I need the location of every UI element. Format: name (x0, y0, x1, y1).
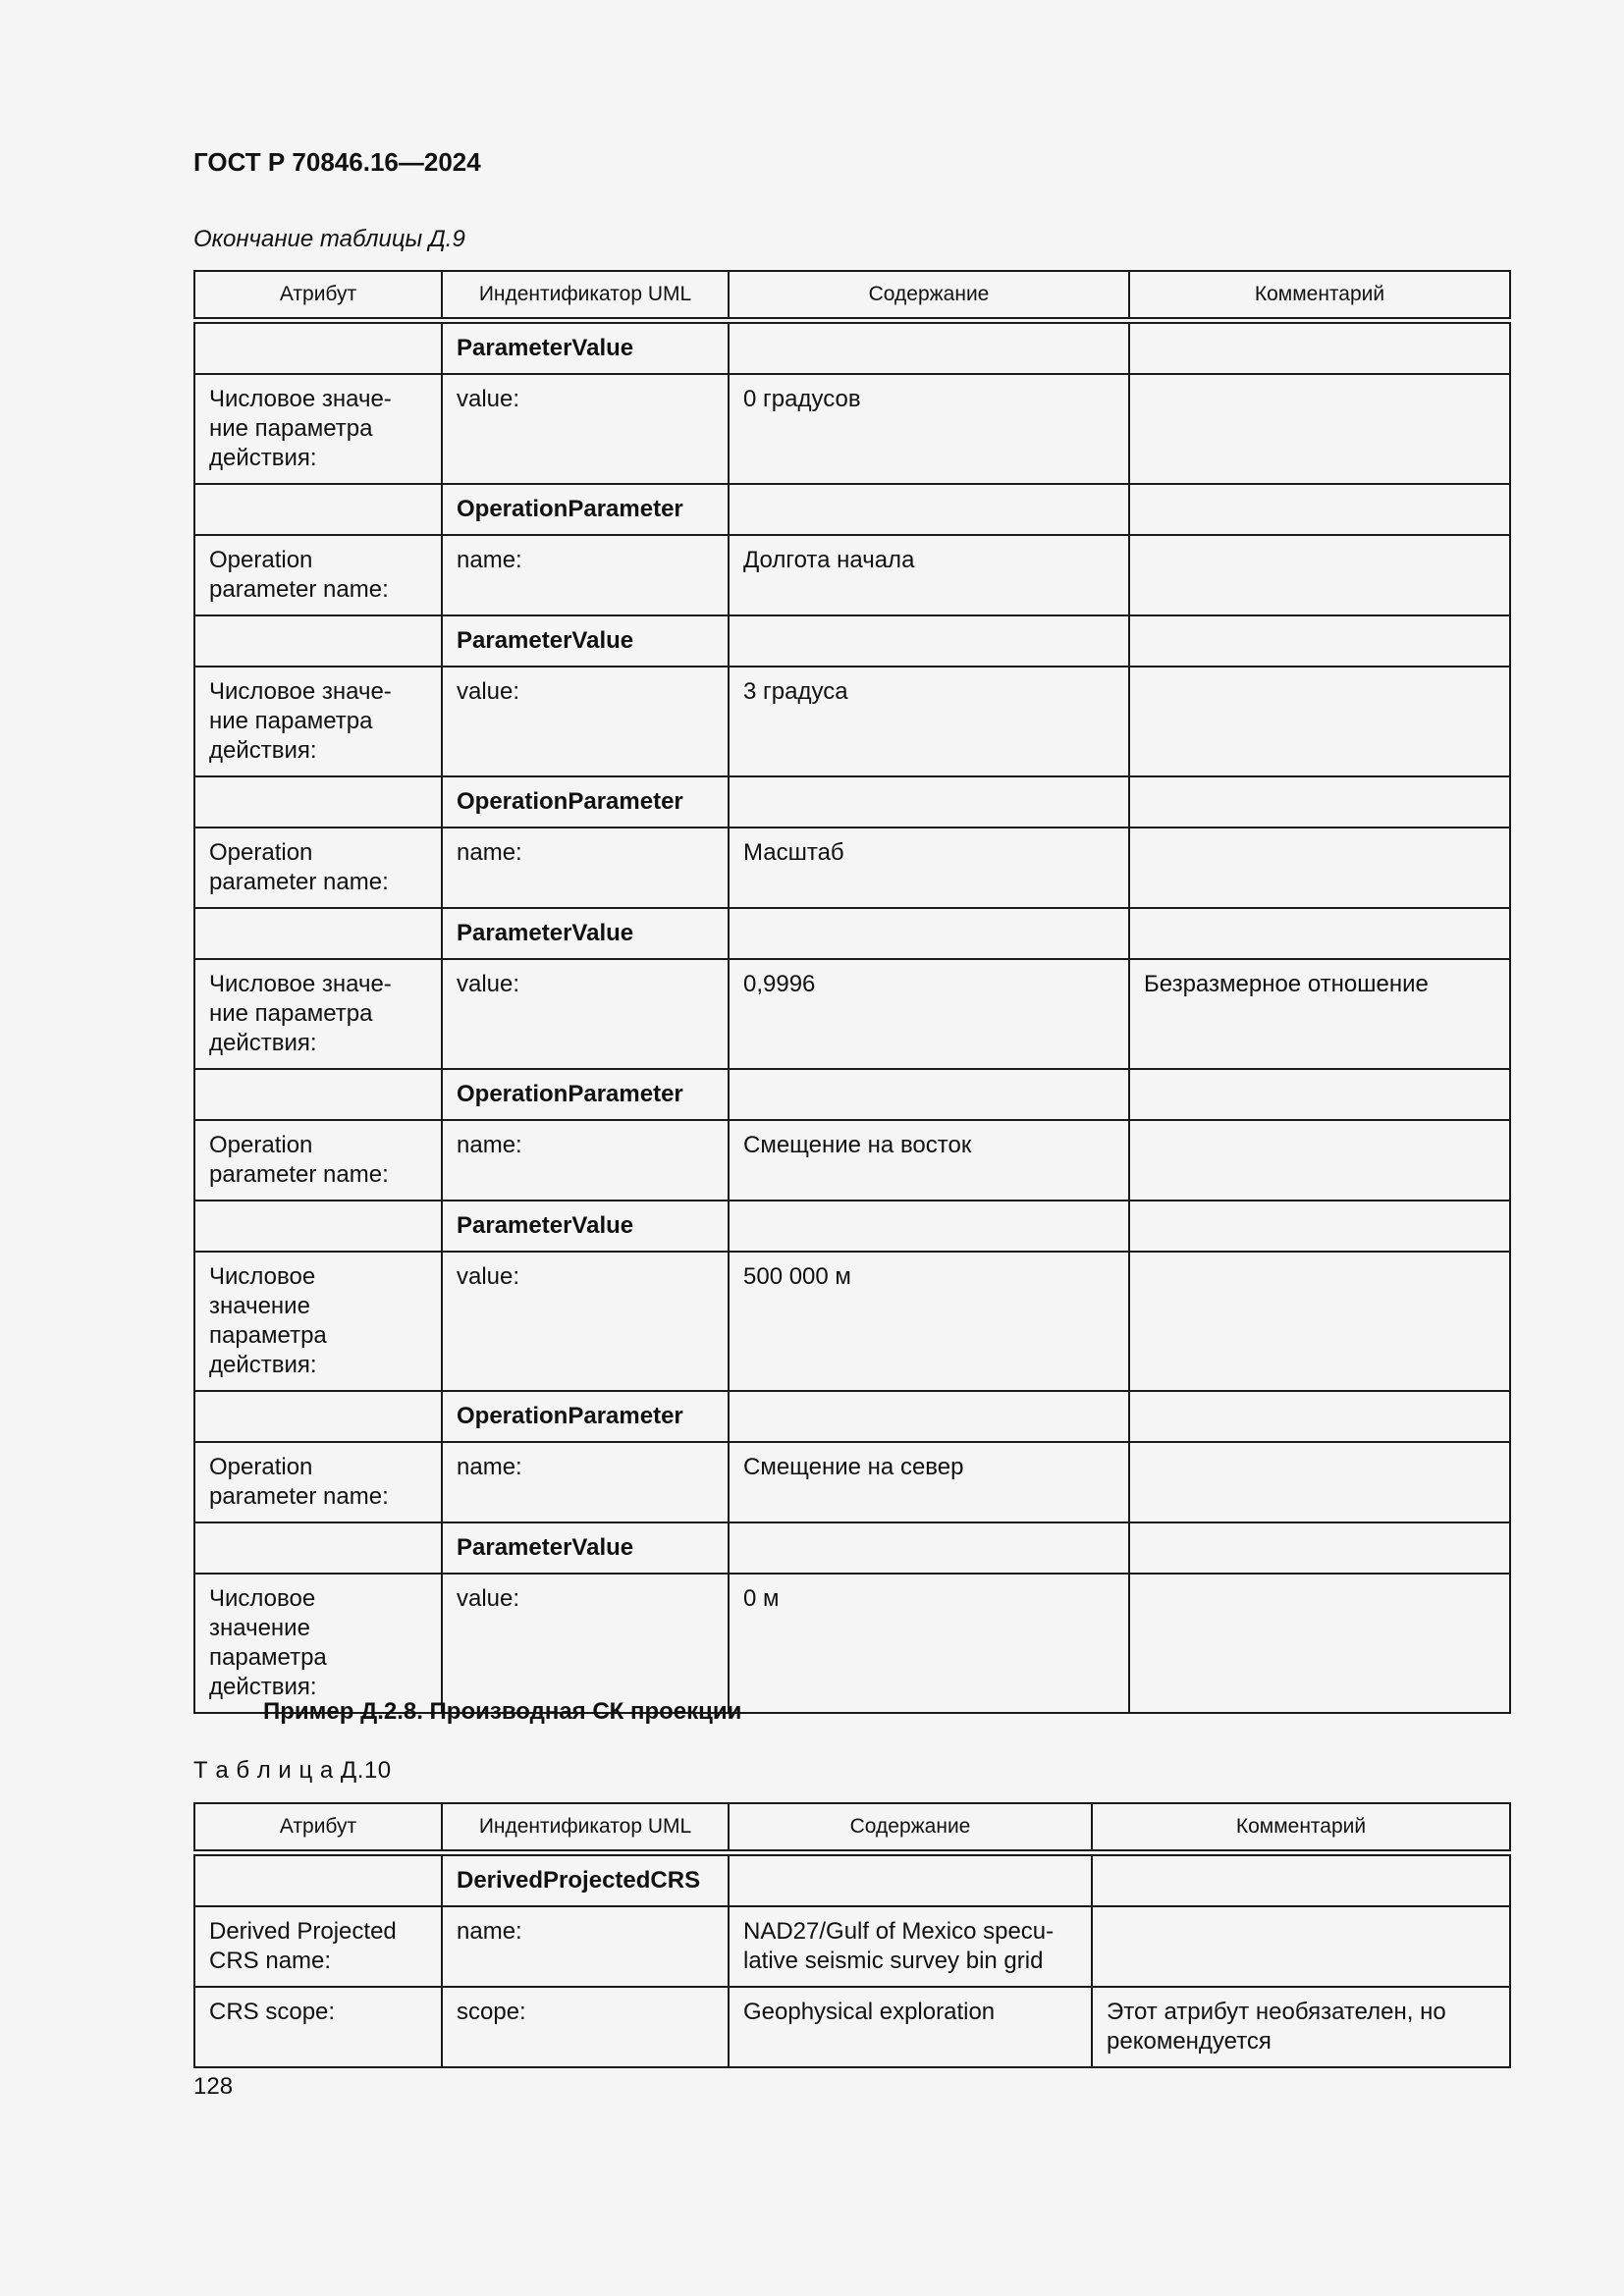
cell-attribute (194, 484, 442, 535)
table-row (194, 908, 1510, 959)
table-row (194, 484, 1510, 535)
cell-comment (1129, 828, 1510, 908)
cell-uml-id: name: (442, 1120, 729, 1201)
cell-comment (1129, 776, 1510, 828)
cell-attribute (194, 615, 442, 667)
cell-content: Масштаб (729, 828, 1129, 908)
table-row (194, 615, 1510, 667)
column-header-content: Содержание (729, 1803, 1092, 1853)
table-row (194, 321, 1510, 375)
cell-content (729, 908, 1129, 959)
table-d9 (193, 270, 1511, 1714)
cell-comment: Этот атрибут необязателен, но рекомендуется (1092, 1987, 1510, 2067)
cell-attribute: Числовое значе- ние параметра действия: (194, 959, 442, 1069)
cell-content (729, 1853, 1092, 1907)
column-header-uml-id: Индентификатор UML (442, 271, 729, 321)
cell-comment (1129, 321, 1510, 375)
cell-uml-id: value: (442, 374, 729, 484)
cell-uml-id: value: (442, 667, 729, 776)
table-row (194, 1522, 1510, 1574)
cell-content (729, 1391, 1129, 1442)
cell-comment (1129, 615, 1510, 667)
table-caption: Т а б л и ц а Д.10 (193, 1757, 392, 1784)
cell-attribute: Числовое значе- ние параметра действия: (194, 667, 442, 776)
cell-comment (1129, 1442, 1510, 1522)
cell-comment (1129, 1120, 1510, 1201)
cell-comment (1129, 1522, 1510, 1574)
cell-content (729, 615, 1129, 667)
cell-attribute: CRS scope: (194, 1987, 442, 2067)
cell-content (729, 1069, 1129, 1120)
table-row (194, 535, 1510, 615)
column-header-uml-id: Индентификатор UML (442, 1803, 729, 1853)
table-row (194, 374, 1510, 484)
cell-content (729, 321, 1129, 375)
table-header-row (194, 271, 1510, 321)
cell-content: 0 м (729, 1574, 1129, 1713)
table-row (194, 1069, 1510, 1120)
column-header-comment: Комментарий (1129, 271, 1510, 321)
cell-content (729, 1201, 1129, 1252)
table-d10 (193, 1802, 1511, 2068)
cell-uml-id: value: (442, 1252, 729, 1391)
cell-attribute: Числовое значение параметра действия: (194, 1252, 442, 1391)
cell-content: Смещение на север (729, 1442, 1129, 1522)
table-row (194, 1853, 1510, 1907)
table-row (194, 1442, 1510, 1522)
cell-comment (1129, 1252, 1510, 1391)
cell-comment (1129, 374, 1510, 484)
column-header-attribute: Атрибут (194, 1803, 442, 1853)
table-row (194, 1391, 1510, 1442)
cell-uml-id: name: (442, 1906, 729, 1987)
cell-attribute (194, 1391, 442, 1442)
cell-attribute (194, 1853, 442, 1907)
cell-attribute: Числовое значе- ние параметра действия: (194, 374, 442, 484)
cell-attribute (194, 1522, 442, 1574)
cell-uml-id: value: (442, 1574, 729, 1713)
table-row (194, 1120, 1510, 1201)
table-row (194, 959, 1510, 1069)
cell-uml-id: OperationParameter (442, 484, 729, 535)
cell-uml-id: OperationParameter (442, 1069, 729, 1120)
table-row (194, 776, 1510, 828)
cell-comment: Безразмерное отношение (1129, 959, 1510, 1069)
cell-attribute (194, 321, 442, 375)
cell-attribute (194, 776, 442, 828)
table-row (194, 667, 1510, 776)
table-row (194, 1252, 1510, 1391)
cell-uml-id: ParameterValue (442, 321, 729, 375)
cell-content: 0,9996 (729, 959, 1129, 1069)
cell-attribute: Operation parameter name: (194, 828, 442, 908)
cell-uml-id: ParameterValue (442, 908, 729, 959)
cell-uml-id: ParameterValue (442, 1201, 729, 1252)
cell-uml-id: name: (442, 535, 729, 615)
cell-content: NAD27/Gulf of Mexico specu- lative seismic survey bin grid (729, 1906, 1092, 1987)
cell-content (729, 776, 1129, 828)
cell-attribute (194, 1201, 442, 1252)
document-header: ГОСТ Р 70846.16—2024 (193, 147, 481, 177)
cell-comment (1129, 1574, 1510, 1713)
cell-comment (1129, 667, 1510, 776)
table-row (194, 1906, 1510, 1987)
cell-uml-id: DerivedProjectedCRS (442, 1853, 729, 1907)
cell-uml-id: name: (442, 1442, 729, 1522)
cell-comment (1129, 484, 1510, 535)
table-header-row (194, 1803, 1510, 1853)
cell-attribute (194, 908, 442, 959)
cell-uml-id: ParameterValue (442, 1522, 729, 1574)
cell-content: Geophysical exploration (729, 1987, 1092, 2067)
table-row (194, 1987, 1510, 2067)
cell-uml-id: ParameterValue (442, 615, 729, 667)
cell-uml-id: name: (442, 828, 729, 908)
table-row (194, 1574, 1510, 1713)
cell-uml-id: OperationParameter (442, 1391, 729, 1442)
example-title: Пример Д.2.8. Производная СК проекции (263, 1698, 742, 1725)
page-number: 128 (193, 2073, 234, 2100)
cell-content: Долгота начала (729, 535, 1129, 615)
column-header-attribute: Атрибут (194, 271, 442, 321)
cell-comment (1129, 1201, 1510, 1252)
cell-comment (1092, 1853, 1510, 1907)
table-continuation-caption: Окончание таблицы Д.9 (193, 226, 465, 252)
cell-uml-id: scope: (442, 1987, 729, 2067)
cell-content (729, 1522, 1129, 1574)
cell-comment (1092, 1906, 1510, 1987)
table-row (194, 1201, 1510, 1252)
cell-comment (1129, 535, 1510, 615)
cell-comment (1129, 1391, 1510, 1442)
cell-content: 500 000 м (729, 1252, 1129, 1391)
cell-comment (1129, 1069, 1510, 1120)
cell-attribute: Числовое значение параметра действия: (194, 1574, 442, 1713)
column-header-comment: Комментарий (1092, 1803, 1510, 1853)
column-header-content: Содержание (729, 271, 1129, 321)
cell-content: Смещение на восток (729, 1120, 1129, 1201)
cell-attribute: Operation parameter name: (194, 1120, 442, 1201)
cell-attribute (194, 1069, 442, 1120)
cell-attribute: Operation parameter name: (194, 535, 442, 615)
cell-content (729, 484, 1129, 535)
cell-uml-id: OperationParameter (442, 776, 729, 828)
table-row (194, 828, 1510, 908)
cell-attribute: Derived Projected CRS name: (194, 1906, 442, 1987)
cell-attribute: Operation parameter name: (194, 1442, 442, 1522)
cell-comment (1129, 908, 1510, 959)
cell-content: 0 градусов (729, 374, 1129, 484)
cell-uml-id: value: (442, 959, 729, 1069)
cell-content: 3 градуса (729, 667, 1129, 776)
